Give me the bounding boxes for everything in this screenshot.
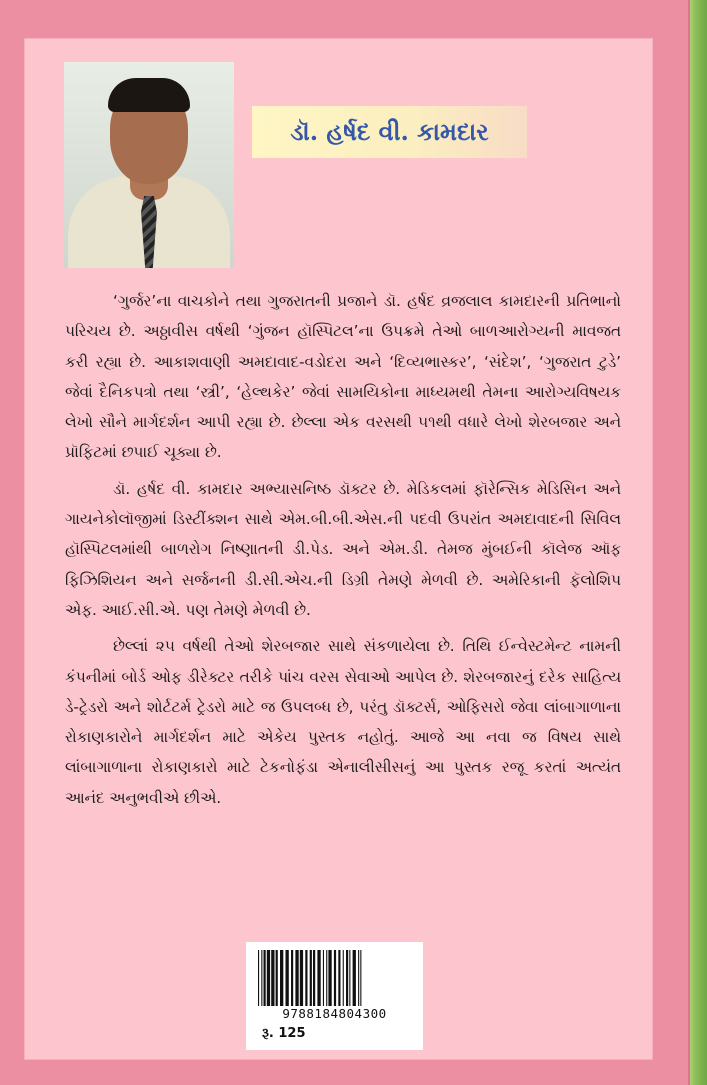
book-spine-edge bbox=[687, 0, 707, 1085]
barcode-bar bbox=[343, 950, 344, 1006]
barcode-bar bbox=[258, 950, 259, 1006]
bio-paragraph-3: છેલ્લાં ૨૫ વર્ષથી તેઓ શેરબજાર સાથે સંકળાયેલા છે. તિથિ ઈન્વેસ્ટમેન્ટ નામની કંપનીમાં બોર્ડ ઓફ ડીરેક્ટર તરીકે પાંચ વરસ સેવાઓ આપેલ છે. શેરબજારનું દરેક સાહિત્ય ડે-ટ્રેડરો અને શોર્ટટર્મ ટ્રેડરો માટે જ ઉપલબ્ધ છે, પરંતુ ડૉક્ટર્સ, ઓફિસરો જેવા લાંબાગાળાના રોકાણકારોને માર્ગદર્શન માટે એકેય પુસ્તક નહોતું. આજે આ નવા જ વિષય સાથે લાંબાગાળાના રોકાણકારો માટે ટેકનોફંડા એનાલીસીસનું આ પુસ્તક રજૂ કરતાં અત્યંત આનંદ અનુભવીએ છીએ. bbox=[65, 637, 621, 807]
price: રૂ. 125 bbox=[262, 1026, 306, 1041]
barcode-bar bbox=[313, 950, 315, 1006]
barcode-bar bbox=[334, 950, 336, 1006]
barcode-bar bbox=[295, 950, 298, 1006]
content-panel bbox=[24, 38, 653, 1060]
bio-paragraph-2: ડૉ. હર્ષદ વી. કામદાર અભ્યાસનિષ્ઠ ડૉક્ટર છે. મેડિકલમાં ફૉરેન્સિક મેડિસિન અને ગાયનેકોલૉજીમાં ડિસ્ટીંક્શન સાથે એમ.બી.બી.એસ.ની પદવી ઉપરાંત અમદાવાદની સિવિલ હૉસ્પિટલમાંથી બાળરોગ નિષ્ણાતની ડી.પેડ. અને એમ.ડી. તેમજ મુંબઈની કૉલેજ ઑફ ફિઝિશિયન અને સર્જનની ડી.સી.એચ.ની ડિગ્રી તેમણે મેળવી છે. અમેરિકાની ફૅલોશિપ એફ. આઈ.સી.એ. પણ તેમણે મેળવી છે. bbox=[65, 479, 621, 619]
photo-hair bbox=[108, 78, 190, 112]
barcode-bar bbox=[291, 950, 293, 1006]
barcode-bar bbox=[267, 950, 270, 1006]
barcode-label bbox=[246, 942, 423, 1050]
barcode-bar bbox=[328, 950, 331, 1006]
barcode-icon bbox=[256, 950, 413, 1006]
barcode-bar bbox=[300, 950, 303, 1006]
author-bio bbox=[65, 286, 621, 819]
author-photo bbox=[64, 62, 234, 268]
barcode-bar bbox=[286, 950, 289, 1006]
barcode-bar bbox=[276, 950, 278, 1006]
barcode-bar bbox=[346, 950, 348, 1006]
barcode-bar bbox=[264, 950, 266, 1006]
bio-paragraph-1: ‘ગુર્જર’ના વાચકોને તથા ગુજરાતની પ્રજાને ડૉ. હર્ષદ વ્રજલાલ કામદારની પ્રતિભાનો પરિચય છે. અઠ્ઠાવીસ વર્ષથી ‘ગુંજન હૉસ્પિટલ’ના ઉપક્રમે તેઓ બાળઆરોગ્યની માવજત કરી રહ્યા છે. આકાશવાણી અમદાવાદ-વડોદરા અને ‘દિવ્યભાસ્કર’, ‘સંદેશ’, ‘ગુજરાત ટુડે’ જેવાં દૈનિકપત્રો તથા ‘સ્ત્રી’, ‘હેલ્થકેર’ જેવાં સામયિકોના માધ્યમથી તેમના આરોગ્યવિષયક લેખો સૌને માર્ગદર્શન આપી રહ્યા છે. છેલ્લા એક વરસથી ૫૧થી વધારે લેખો શેરબજાર અને પ્રૉફિટમાં છપાઈ ચૂક્યા છે. bbox=[65, 292, 622, 462]
barcode-bar bbox=[310, 950, 312, 1006]
barcode-bar bbox=[349, 950, 350, 1006]
isbn-number: 9788184804300 bbox=[282, 1006, 387, 1021]
author-name-banner bbox=[252, 106, 527, 158]
barcode-bar bbox=[280, 950, 283, 1006]
barcode-bar bbox=[305, 950, 307, 1006]
barcode-bar bbox=[317, 950, 320, 1006]
barcode-bar bbox=[261, 950, 262, 1006]
barcode-bar bbox=[338, 950, 340, 1006]
author-name: ડૉ. હર્ષદ વી. કામદાર bbox=[290, 117, 489, 146]
barcode-bar bbox=[358, 950, 359, 1006]
barcode-bar bbox=[323, 950, 324, 1006]
barcode-bar bbox=[353, 950, 356, 1006]
barcode-bar bbox=[326, 950, 327, 1006]
barcode-bar bbox=[360, 950, 361, 1006]
barcode-bar bbox=[271, 950, 274, 1006]
